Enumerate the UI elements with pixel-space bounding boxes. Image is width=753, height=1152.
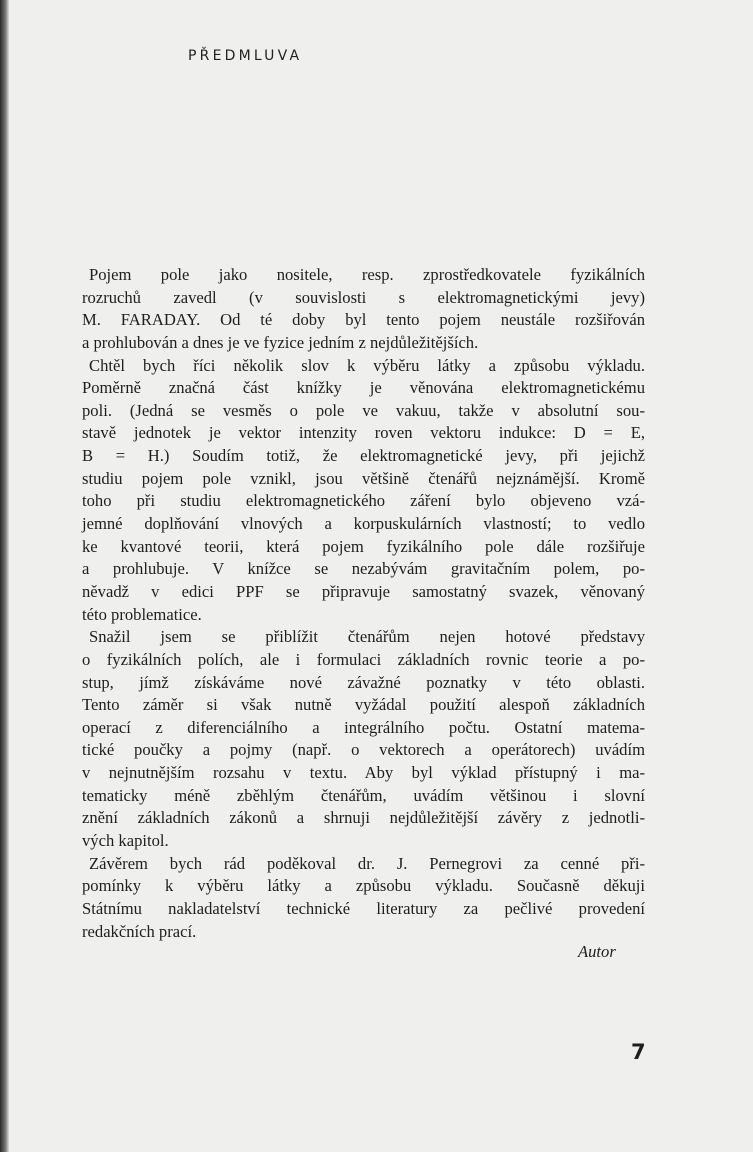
text-line: pomínky k výběru látky a způsobu výkladu. Současně děkuji bbox=[82, 876, 645, 896]
text-line: Poměrně značná část knížky je věnována elektromagnetickému bbox=[82, 378, 645, 398]
text-line: tematicky méně zběhlým čtenářům, uvádím většinou i slovní bbox=[82, 785, 645, 805]
text-line: poli. (Jedná se vesměs o pole ve vakuu, takže v absolutní sou- bbox=[82, 400, 645, 420]
page-heading: PŘEDMLUVA bbox=[188, 48, 303, 64]
text-line: B = H.) Soudím totiž, že elektromagnetické jevy, při jejichž bbox=[82, 446, 645, 466]
text-line: tické poučky a pojmy (např. o vektorech a operátorech) uvádím bbox=[82, 740, 645, 760]
text-line: M. FARADAY. Od té doby byl tento pojem neustále rozšiřován bbox=[82, 310, 645, 330]
text-line: redakčních prací. bbox=[82, 921, 197, 941]
preface-text bbox=[82, 264, 645, 943]
text-line: Tento záměr si však nutně vyžádal použití alespoň základních bbox=[82, 695, 645, 715]
text-line: jemné doplňování vlnových a korpuskulárních vlastností; to vedlo bbox=[82, 514, 645, 534]
text-line: v nejnutnějším rozsahu v textu. Aby byl výklad přístupný i ma- bbox=[82, 763, 645, 783]
text-line: a prohlubován a dnes je ve fyzice jedním z nejdůležitějších. bbox=[82, 332, 479, 352]
page-binding-edge bbox=[0, 0, 9, 1152]
text-line: o fyzikálních polích, ale i formulaci základních rovnic teorie a po- bbox=[82, 649, 645, 669]
signature: Autor bbox=[578, 942, 616, 961]
text-line: ke kvantové teorii, která pojem fyzikálního pole dále rozšiřuje bbox=[82, 536, 645, 556]
text-line: Státnímu nakladatelství technické literatury za pečlivé provedení bbox=[82, 898, 645, 918]
text-line: Závěrem bych rád poděkoval dr. J. Pernegrovi za cenné při- bbox=[89, 853, 645, 873]
text-line: a prohlubuje. V knížce se nezabývám gravitačním polem, po- bbox=[82, 559, 645, 579]
text-line: operací z diferenciálního a integrálního počtu. Ostatní matema- bbox=[82, 717, 645, 737]
text-line: Pojem pole jako nositele, resp. zprostředkovatele fyzikálních bbox=[89, 265, 645, 284]
text-line: znění základních zákonů a shrnuji nejdůležitější závěry z jednotli- bbox=[82, 808, 645, 828]
text-line: této problematice. bbox=[82, 604, 202, 624]
text-line: vých kapitol. bbox=[82, 831, 169, 851]
page-number: 7 bbox=[631, 1040, 646, 1064]
text-line: Snažil jsem se přiblížit čtenářům nejen hotové představy bbox=[89, 627, 645, 647]
text-line: Chtěl bych říci několik slov k výběru látky a způsobu výkladu. bbox=[89, 355, 645, 375]
text-line: stavě jednotek je vektor intenzity roven vektoru indukce: D = E, bbox=[82, 423, 645, 443]
text-line: stup, jímž získáváme nové závažné poznatky v této oblasti. bbox=[82, 672, 645, 692]
text-line: něvadž v edici PPF se připravuje samostatný svazek, věnovaný bbox=[82, 581, 645, 601]
text-line: toho při studiu elektromagnetického záření bylo objeveno vzá- bbox=[82, 491, 645, 511]
text-line: rozruchů zavedl (v souvislosti s elektromagnetickými jevy) bbox=[82, 287, 645, 307]
text-line: studiu pojem pole vznikl, jsou většině čtenářů nejznámější. Kromě bbox=[82, 468, 645, 488]
